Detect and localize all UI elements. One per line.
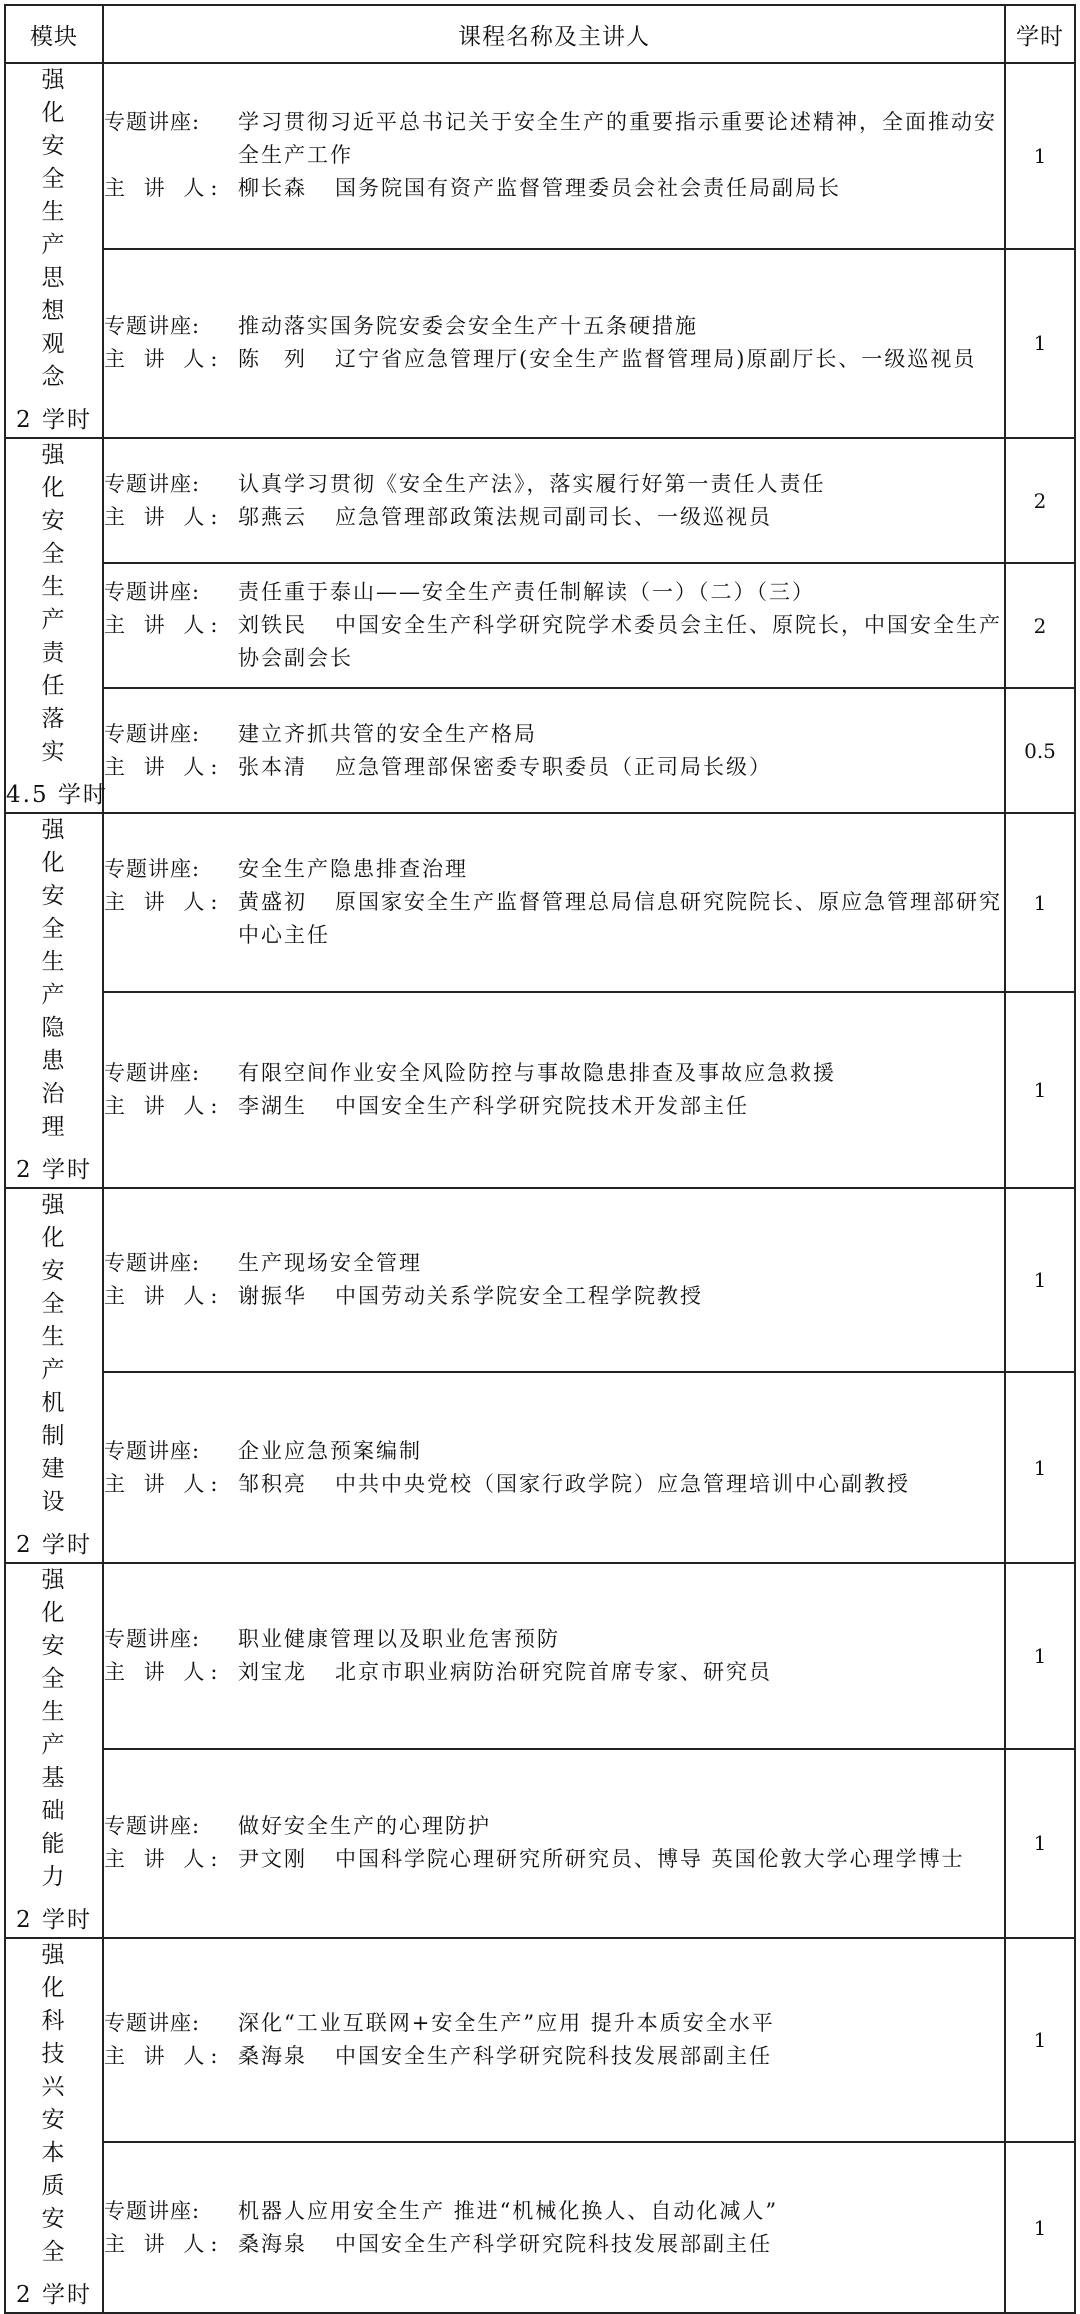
speaker-line — [104, 1656, 1004, 1689]
course-hours: 1 — [1005, 1372, 1075, 1563]
topic-line — [104, 468, 1004, 501]
speaker-label: 主 讲 人: — [104, 176, 224, 201]
topic-label: 专题讲座: — [104, 857, 201, 882]
speaker-title: 中国安全生产科学研究院科技发展部副主任 — [335, 2044, 772, 2069]
speaker-title: 原国家安全生产监督管理总局信息研究院院长、原应急管理部研究中心主任 — [238, 890, 1002, 948]
course-cell — [103, 1563, 1005, 1749]
speaker-label: 主 讲 人: — [104, 2044, 224, 2069]
course-schedule-table — [4, 4, 1076, 2314]
course-hours: 0.5 — [1005, 688, 1075, 813]
module-hours: 2 学时 — [16, 1157, 92, 1183]
speaker-name: 柳长森 — [238, 176, 307, 201]
speaker-name: 张本清 — [238, 754, 307, 779]
course-topic: 职业健康管理以及职业危害预防 — [238, 1626, 560, 1651]
speaker-label: 主 讲 人: — [104, 1094, 224, 1119]
course-topic: 责任重于泰山——安全生产责任制解读（一）（二）（三） — [238, 580, 815, 604]
topic-line — [104, 310, 1004, 343]
course-topic: 机器人应用安全生产 推进“机械化换人、自动化减人” — [238, 2198, 779, 2223]
topic-label: 专题讲座: — [104, 1814, 201, 1839]
table-row — [5, 1372, 1075, 1563]
topic-line — [104, 853, 1004, 886]
course-hours: 1 — [1005, 1749, 1075, 1938]
speaker-label: 主 讲 人: — [104, 754, 224, 779]
course-cell — [103, 563, 1005, 688]
course-cell — [103, 1749, 1005, 1938]
course-topic: 深化“工业互联网+安全生产”应用 提升本质安全水平 — [238, 2011, 775, 2036]
module-name: 强化科技兴安本质安全 — [41, 1942, 67, 2265]
topic-line — [104, 1247, 1004, 1280]
speaker-name: 黄盛初 — [238, 890, 307, 915]
speaker-name: 邬燕云 — [238, 504, 307, 529]
header-course: 课程名称及主讲人 — [103, 5, 1005, 63]
course-hours: 1 — [1005, 813, 1075, 992]
speaker-line — [104, 609, 1004, 675]
speaker-title: 中共中央党校（国家行政学院）应急管理培训中心副教授 — [335, 1471, 910, 1496]
speaker-label: 主 讲 人: — [104, 504, 224, 529]
module-cell — [5, 1563, 103, 1938]
speaker-line — [104, 2228, 1004, 2261]
table-row — [5, 992, 1075, 1188]
module-name: 强化安全生产机制建设 — [41, 1192, 67, 1515]
topic-line — [104, 106, 1004, 172]
speaker-name: 刘宝龙 — [238, 1659, 307, 1684]
table-row — [5, 2142, 1075, 2313]
course-hours: 1 — [1005, 992, 1075, 1188]
speaker-title: 北京市职业病防治研究院首席专家、研究员 — [335, 1659, 772, 1684]
course-cell — [103, 1372, 1005, 1563]
speaker-label: 主 讲 人: — [104, 613, 224, 637]
topic-line — [104, 1810, 1004, 1843]
course-topic: 有限空间作业安全风险防控与事故隐患排查及事故应急救援 — [238, 1061, 836, 1086]
table-row — [5, 563, 1075, 688]
topic-label: 专题讲座: — [104, 314, 201, 339]
speaker-label: 主 讲 人: — [104, 890, 224, 915]
course-topic: 学习贯彻习近平总书记关于安全生产的重要指示重要论述精神，全面推动安全生产工作 — [238, 110, 997, 168]
module-hours: 2 学时 — [16, 407, 92, 433]
topic-label: 专题讲座: — [104, 721, 201, 746]
module-hours: 2 学时 — [16, 2282, 92, 2308]
header-hours: 学时 — [1005, 5, 1075, 63]
speaker-name: 谢振华 — [238, 1284, 307, 1309]
speaker-label: 主 讲 人: — [104, 1847, 224, 1872]
speaker-title: 国务院国有资产监督管理委员会社会责任局副局长 — [335, 176, 841, 201]
speaker-title: 中国安全生产科学研究院技术开发部主任 — [335, 1094, 749, 1119]
module-hours: 2 学时 — [16, 1907, 92, 1933]
table-row — [5, 438, 1075, 563]
course-cell — [103, 1938, 1005, 2142]
speaker-line — [104, 1843, 1004, 1876]
speaker-line — [104, 1468, 1004, 1501]
header-module: 模块 — [5, 5, 103, 63]
speaker-line — [104, 2040, 1004, 2073]
topic-line — [104, 2007, 1004, 2040]
speaker-line — [104, 751, 1004, 784]
topic-line — [104, 1435, 1004, 1468]
table-row — [5, 1938, 1075, 2142]
course-hours: 1 — [1005, 1188, 1075, 1372]
table-row — [5, 249, 1075, 438]
speaker-title: 中国劳动关系学院安全工程学院教授 — [335, 1284, 703, 1309]
topic-line — [104, 576, 1004, 609]
course-cell — [103, 63, 1005, 249]
topic-label: 专题讲座: — [104, 2198, 201, 2223]
speaker-title: 应急管理部政策法规司副司长、一级巡视员 — [335, 504, 772, 529]
speaker-name: 尹文刚 — [238, 1847, 307, 1872]
course-hours: 1 — [1005, 63, 1075, 249]
module-name: 强化安全生产基础能力 — [41, 1567, 67, 1890]
table-row — [5, 63, 1075, 249]
course-hours: 1 — [1005, 249, 1075, 438]
speaker-label: 主 讲 人: — [104, 1659, 224, 1684]
course-cell — [103, 813, 1005, 992]
course-topic: 安全生产隐患排查治理 — [238, 857, 468, 882]
speaker-title: 中国科学院心理研究所研究员、博导 英国伦敦大学心理学博士 — [335, 1847, 965, 1872]
course-topic: 生产现场安全管理 — [238, 1251, 422, 1276]
speaker-line — [104, 343, 1004, 376]
speaker-label: 主 讲 人: — [104, 1284, 224, 1309]
speaker-name: 陈 列 — [238, 347, 307, 372]
speaker-label: 主 讲 人: — [104, 347, 224, 372]
module-name: 强化安全生产思想观念 — [41, 67, 67, 390]
course-hours: 2 — [1005, 563, 1075, 688]
course-topic: 推动落实国务院安委会安全生产十五条硬措施 — [238, 314, 698, 339]
course-hours: 1 — [1005, 1563, 1075, 1749]
module-cell — [5, 1188, 103, 1563]
topic-line — [104, 2195, 1004, 2228]
topic-label: 专题讲座: — [104, 1626, 201, 1651]
table-row — [5, 688, 1075, 813]
speaker-name: 桑海泉 — [238, 2231, 307, 2256]
topic-label: 专题讲座: — [104, 1251, 201, 1276]
speaker-line — [104, 501, 1004, 534]
module-cell — [5, 1938, 103, 2313]
speaker-name: 刘铁民 — [238, 613, 307, 637]
course-topic: 认真学习贯彻《安全生产法》，落实履行好第一责任人责任 — [238, 471, 826, 496]
course-hours: 2 — [1005, 438, 1075, 563]
table-row — [5, 1188, 1075, 1372]
table-row — [5, 1563, 1075, 1749]
speaker-label: 主 讲 人: — [104, 1471, 224, 1496]
speaker-title: 中国安全生产科学研究院学术委员会主任、原院长，中国安全生产协会副会长 — [238, 613, 1002, 670]
topic-label: 专题讲座: — [104, 2011, 201, 2036]
table-row — [5, 1749, 1075, 1938]
topic-line — [104, 718, 1004, 751]
module-name: 强化安全生产责任落实 — [41, 442, 67, 765]
speaker-title: 应急管理部保密委专职委员（正司局长级） — [335, 754, 772, 779]
table-row — [5, 813, 1075, 992]
course-cell — [103, 2142, 1005, 2313]
course-cell — [103, 249, 1005, 438]
course-topic: 建立齐抓共管的安全生产格局 — [238, 721, 537, 746]
speaker-line — [104, 1090, 1004, 1123]
speaker-line — [104, 886, 1004, 952]
speaker-name: 桑海泉 — [238, 2044, 307, 2069]
topic-label: 专题讲座: — [104, 471, 201, 496]
course-cell — [103, 438, 1005, 563]
module-name: 强化安全生产隐患治理 — [41, 817, 67, 1140]
speaker-line — [104, 172, 1004, 205]
topic-label: 专题讲座: — [104, 580, 201, 604]
speaker-name: 邹积亮 — [238, 1471, 307, 1496]
module-cell — [5, 813, 103, 1188]
speaker-name: 李湖生 — [238, 1094, 307, 1119]
topic-line — [104, 1057, 1004, 1090]
topic-label: 专题讲座: — [104, 1061, 201, 1086]
module-hours: 2 学时 — [16, 1532, 92, 1558]
speaker-label: 主 讲 人: — [104, 2231, 224, 2256]
speaker-title: 中国安全生产科学研究院科技发展部副主任 — [335, 2231, 772, 2256]
speaker-line — [104, 1280, 1004, 1313]
topic-line — [104, 1623, 1004, 1656]
course-cell — [103, 688, 1005, 813]
course-topic: 做好安全生产的心理防护 — [238, 1814, 491, 1839]
course-cell — [103, 992, 1005, 1188]
topic-label: 专题讲座: — [104, 110, 201, 135]
speaker-title: 辽宁省应急管理厅(安全生产监督管理局)原副厅长、一级巡视员 — [335, 347, 977, 372]
topic-label: 专题讲座: — [104, 1438, 201, 1463]
module-cell — [5, 438, 108, 813]
header-row — [5, 5, 1075, 63]
course-hours: 1 — [1005, 2142, 1075, 2313]
module-cell — [5, 63, 103, 438]
course-cell — [103, 1188, 1005, 1372]
module-hours: 4.5 学时 — [6, 782, 108, 808]
course-hours: 1 — [1005, 1938, 1075, 2142]
course-topic: 企业应急预案编制 — [238, 1438, 422, 1463]
